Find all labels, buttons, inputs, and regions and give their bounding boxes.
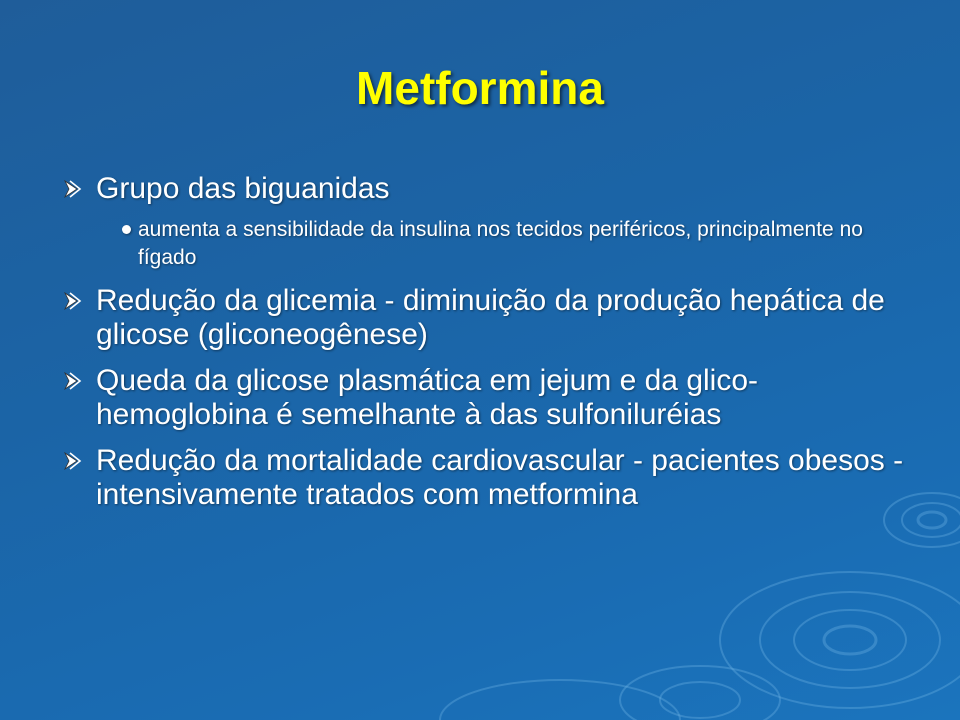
- bullet-item: [60, 284, 910, 352]
- bullet-item: [60, 172, 910, 206]
- bullet-text: Queda da glicose plasmática em jejum e da glico-hemoglobina é semelhante à das sulfoniluréias: [96, 364, 759, 431]
- bullet-item: [60, 444, 910, 512]
- bullet-text: Grupo das biguanidas: [96, 172, 390, 205]
- round-dot-icon: [122, 225, 131, 234]
- arrow-bullet-icon: [62, 291, 82, 311]
- bullet-item: [60, 364, 910, 432]
- bullet-text: Redução da mortalidade cardiovascular - pacientes obesos - intensivamente tratados com metformina: [96, 444, 904, 511]
- arrow-bullet-icon: [62, 179, 82, 199]
- arrow-bullet-icon: [62, 451, 82, 471]
- slide-title: Metformina: [356, 62, 604, 114]
- arrow-bullet-icon: [62, 371, 82, 391]
- bullet-list: [60, 172, 910, 524]
- bullet-text: Redução da glicemia - diminuição da produção hepática de glicose (gliconeogênese): [96, 284, 885, 351]
- sub-bullet-item: [60, 216, 910, 272]
- sub-bullet-text: aumenta a sensibilidade da insulina nos tecidos periféricos, principalmente no fígado: [138, 218, 863, 269]
